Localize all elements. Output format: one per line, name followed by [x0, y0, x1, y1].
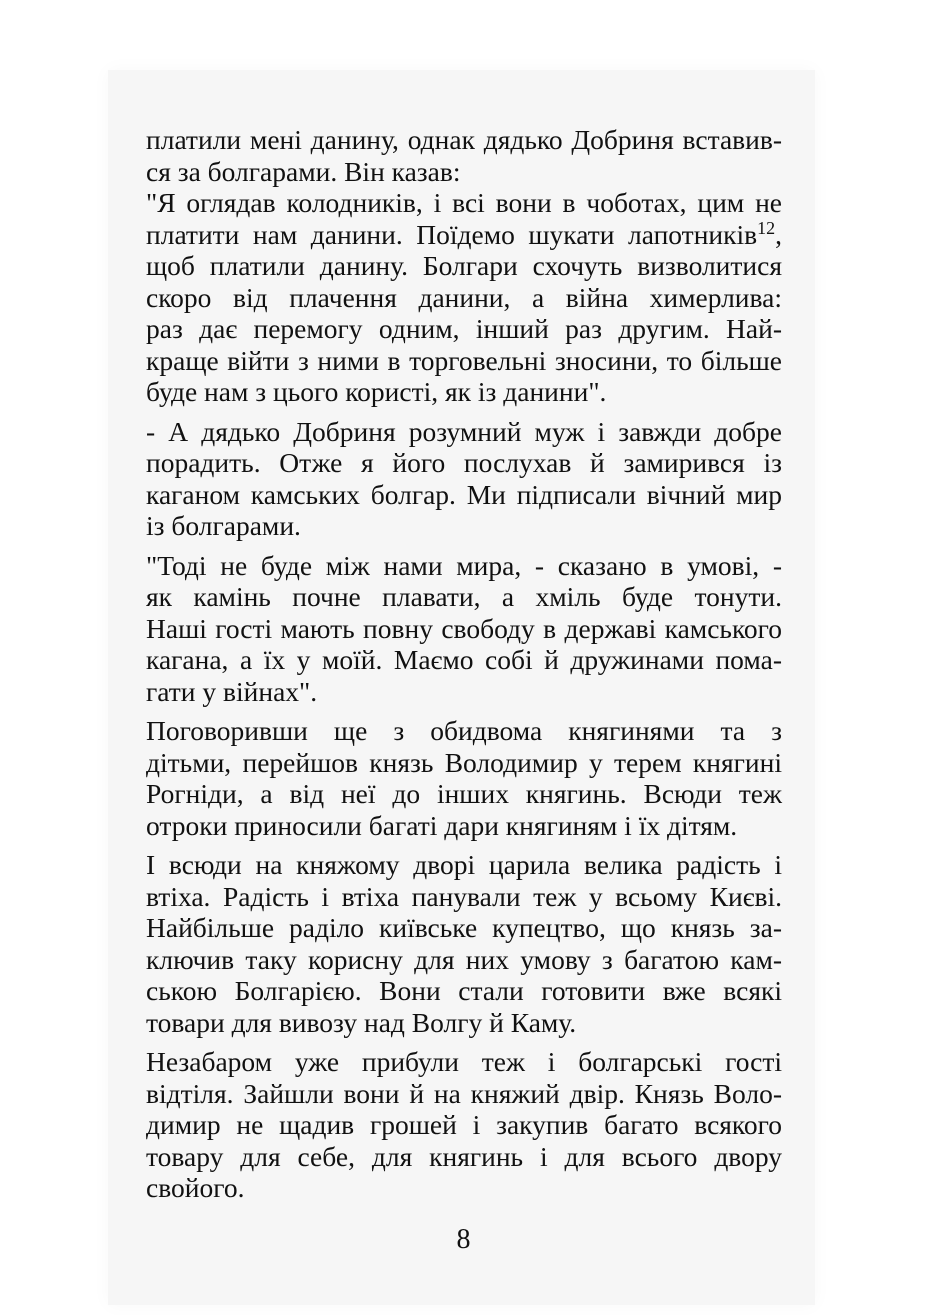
text-line: ключив таку корисну для них умову з багатою кам-	[146, 943, 782, 975]
book-page-text	[146, 124, 782, 1204]
text-line: свойого.	[146, 1172, 245, 1203]
text-line-with-footnote	[146, 219, 782, 251]
text-line: втіха. Радість і втіха панували теж у всьому Києві.	[146, 880, 782, 912]
text-line: Поговоривши ще з обидвома княгинями та з	[146, 715, 782, 746]
text-fragment: ,	[775, 218, 782, 250]
paragraph-5	[146, 715, 782, 841]
paragraph-1	[146, 124, 782, 187]
paragraph-6	[146, 849, 782, 1038]
text-line: кагана, а їх у моїй. Маємо собі й дружинами пома-	[146, 644, 782, 675]
text-line: - А дядько Добриня розумний муж і завжди добре	[146, 415, 782, 447]
footnote-reference: 12	[757, 217, 776, 238]
paragraph-2-quote	[146, 187, 782, 408]
text-line: Незабаром уже прибули теж і болгарські гості	[146, 1046, 782, 1077]
text-line: каганом камських болгар. Ми підписали вічний мир	[146, 478, 782, 510]
text-line: буде нам з цього користі, як із данини".	[146, 376, 607, 407]
text-line: платили мені данину, однак дядько Добриня вставив-	[146, 124, 782, 155]
text-line: порадить. Отже я його послухав й замирився із	[146, 447, 782, 478]
text-line: Найбільше раділо київське купецтво, що князь за-	[146, 912, 782, 943]
text-line: товари для вивозу над Волгу й Каму.	[146, 1006, 577, 1038]
text-line: Рогніди, а від неї до інших княгинь. Всюди теж	[146, 778, 782, 809]
text-line: "Тоді не буде між нами мира, - сказано в умові, -	[146, 549, 782, 581]
text-line: скоро від плачення данини, а війна химерлива:	[146, 281, 782, 313]
text-line: "Я оглядав колодників, і всі вони в чоботах, цим не	[146, 187, 782, 218]
text-line: ся за болгарами. Він казав:	[146, 155, 461, 187]
text-line: відтіля. Зайшли вони й на княжий двір. Князь Воло-	[146, 1077, 782, 1109]
text-line: щоб платили данину. Болгари схочуть визволитися	[146, 250, 782, 281]
text-line: отроки приносили багаті дари княгиням і їх дітям.	[146, 809, 738, 841]
text-line: гати у війнах".	[146, 675, 318, 707]
text-line: краще війти з ними в торговельні зносини, то більше	[146, 344, 782, 376]
text-line: димир не щадив грошей і закупив багато всякого	[146, 1109, 782, 1140]
text-line: раз дає перемогу одним, інший раз другим. Най-	[146, 313, 782, 344]
paragraph-7	[146, 1046, 782, 1204]
text-line: дітьми, перейшов князь Володимир у терем княгині	[146, 746, 782, 778]
text-line: ською Болгарією. Вони стали готовити вже всякі	[146, 975, 782, 1006]
text-line: як камінь почне плавати, а хміль буде тонути.	[146, 581, 782, 612]
text-line: товару для себе, для княгинь і для всього двору	[146, 1140, 782, 1172]
page-number: 8	[456, 1224, 471, 1255]
text-line: Наші гості мають повну свободу в державі камського	[146, 612, 782, 644]
text-line: із болгарами.	[146, 510, 301, 541]
paragraph-3	[146, 416, 782, 542]
paragraph-4-quote	[146, 550, 782, 708]
text-line: І всюди на княжому дворі царила велика радість і	[146, 849, 782, 880]
text-fragment: платити нам данини. Поїдемо шукати лапотників	[146, 218, 758, 250]
